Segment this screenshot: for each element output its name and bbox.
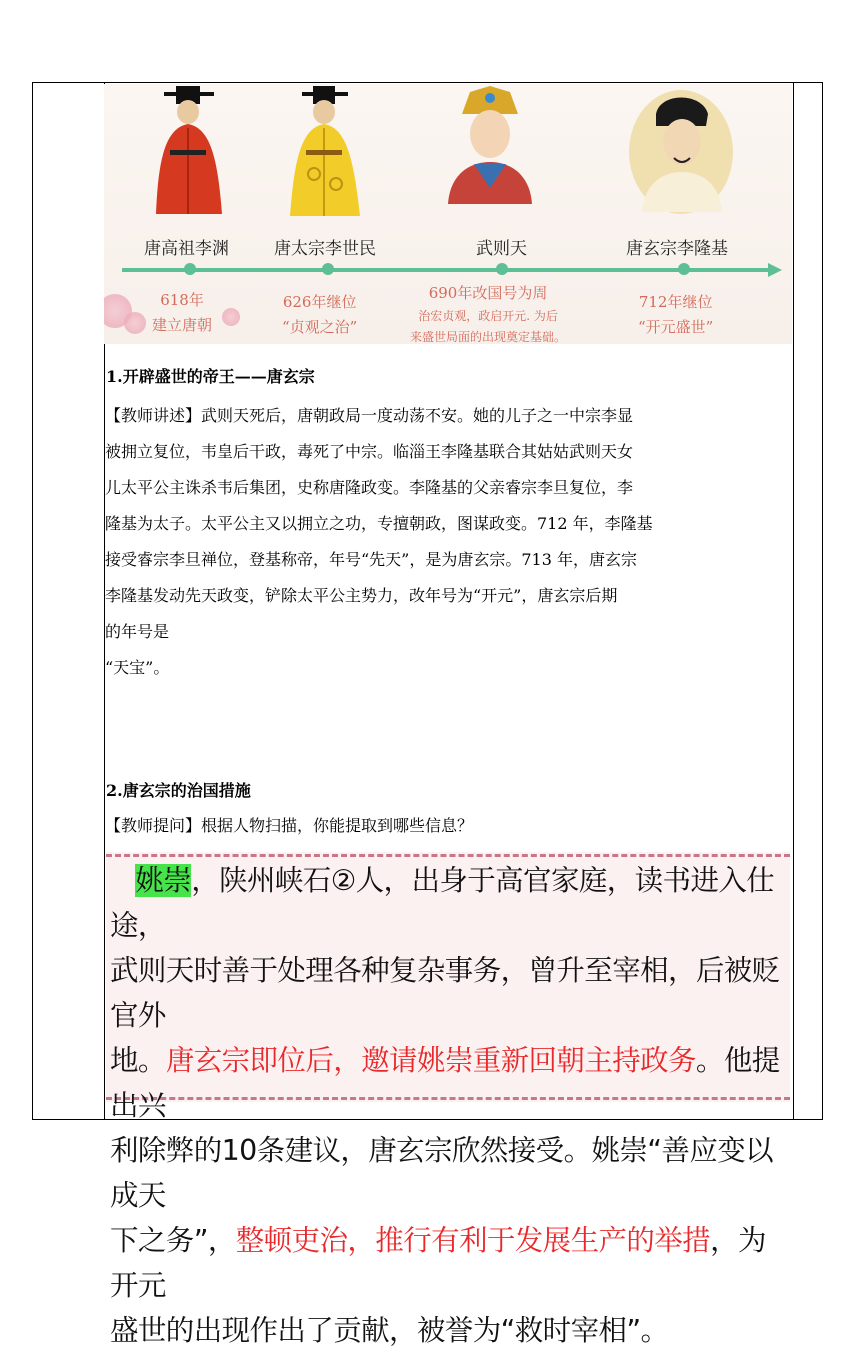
emperor-figure-2 <box>280 84 370 224</box>
caption-line: 来盛世局面的出现奠定基础。 <box>410 330 567 344</box>
teacher-question: 【教师提问】根据人物扫描，你能提取到哪些信息？ <box>105 816 474 835</box>
caption-line: 712年继位 <box>638 293 713 311</box>
profile-line-3 <box>110 1038 790 1128</box>
caption-line: “开元盛世” <box>638 318 714 336</box>
paragraph-line: “天宝”。 <box>105 658 170 677</box>
highlighted-name: 姚崇 <box>135 864 192 897</box>
profile-line-2: 武则天时善于处理各种复杂事务，曾升至宰相，后被贬官外 <box>110 954 780 1032</box>
timeline-dot-1 <box>184 263 196 275</box>
dashed-border-top <box>106 854 790 857</box>
paragraph-line: 儿太平公主诛杀韦后集团，史称唐隆政变。李隆基的父亲睿宗李旦复位，李 <box>105 478 634 497</box>
figure-name-3: 武则天 <box>476 239 527 259</box>
profile-line-1 <box>110 858 790 948</box>
timeline-caption-1 <box>152 289 212 335</box>
paragraph-line: 接受睿宗李旦禅位，登基称帝，年号“先天”，是为唐玄宗。713 年，唐玄宗 <box>105 550 637 569</box>
caption-line: 建立唐朝 <box>152 316 213 334</box>
text-run: 。他提出兴 <box>110 1044 780 1122</box>
timeline-dot-4 <box>678 263 690 275</box>
timeline-caption-2 <box>282 291 357 337</box>
profile-line-4: 利除弊的10条建议，唐玄宗欣然接受。姚崇“善应变以成天 <box>110 1134 774 1212</box>
paragraph-line: 【教师讲述】武则天死后，唐朝政局一度动荡不安。她的儿子之一中宗李显 <box>105 406 634 425</box>
timeline-caption-4 <box>638 291 713 337</box>
timeline-axis <box>122 268 772 272</box>
text-run: ，为开元 <box>110 1224 766 1302</box>
paragraph-line: 李隆基发动先天政变，铲除太平公主势力，改年号为“开元”，唐玄宗后期 <box>105 586 618 605</box>
caption-line: 618年 <box>160 291 204 309</box>
paragraph-line: 的年号是 <box>105 622 170 641</box>
text-run: ，陕州峡石②人，出身于高官家庭，读书进入仕途， <box>110 864 775 942</box>
red-emphasis: 整顿吏治，推行有利于发展生产的举措 <box>235 1224 711 1257</box>
profile-text <box>110 858 790 1353</box>
blossom-decoration <box>124 312 146 334</box>
paragraph-line: 被拥立复位，韦皇后干政，毒死了中宗。临淄王李隆基联合其姑姑武则天女 <box>105 442 634 461</box>
figure-name-2: 唐太宗李世民 <box>274 239 376 259</box>
empress-figure-3 <box>440 84 540 209</box>
figure-name-4: 唐玄宗李隆基 <box>626 239 728 259</box>
text-run: 下之务”， <box>110 1224 236 1257</box>
caption-line: 治宏贞观，政启开元. 为后 <box>418 309 558 323</box>
timeline-dot-3 <box>496 263 508 275</box>
teacher-narration <box>105 398 789 686</box>
caption-line: 690年改国号为周 <box>428 284 548 302</box>
caption-line: “贞观之治” <box>282 318 358 336</box>
profile-line-6: 盛世的出现作出了贡献，被誉为“救时宰相”。 <box>110 1314 669 1347</box>
emperor-figure-4 <box>626 84 736 214</box>
blossom-decoration <box>222 308 240 326</box>
red-emphasis: 唐玄宗即位后，邀请姚崇重新回朝主持政务 <box>165 1044 696 1077</box>
text-run: 地。 <box>110 1044 166 1077</box>
paragraph-line: 隆基为太子。太平公主又以拥立之功，专擅朝政，图谋政变。712 年，李隆基 <box>105 514 653 533</box>
timeline-arrow-icon <box>768 263 782 277</box>
column-divider-right <box>793 83 794 1119</box>
figure-name-1: 唐高祖李渊 <box>144 239 229 259</box>
emperor-timeline-image <box>104 84 792 344</box>
caption-line: 626年继位 <box>282 293 357 311</box>
timeline-caption-3 <box>410 282 566 344</box>
section-heading-1: 1.开辟盛世的帝王——唐玄宗 <box>106 367 315 386</box>
yao-chong-profile-image <box>106 852 790 1347</box>
section-heading-2: 2.唐玄宗的治国措施 <box>106 781 251 800</box>
profile-line-5 <box>110 1218 790 1308</box>
emperor-figure-1 <box>144 84 234 224</box>
timeline-dot-2 <box>322 263 334 275</box>
